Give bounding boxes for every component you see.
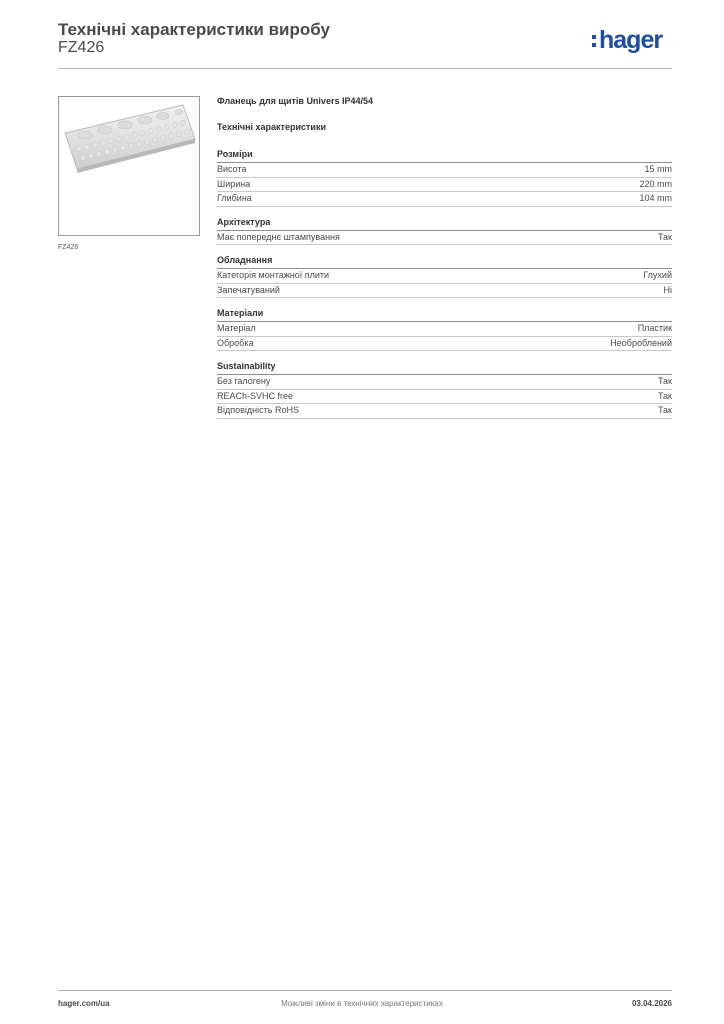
spec-value: Необроблений bbox=[610, 337, 672, 348]
spec-label: Ширина bbox=[217, 178, 251, 189]
spec-label: Категорія монтажної плити bbox=[217, 270, 330, 280]
spec-label: Запечатуваний bbox=[217, 284, 280, 295]
footer-note: Можливі зміни в технічних характеристиках bbox=[281, 999, 443, 1008]
section-equipment bbox=[217, 255, 672, 298]
spec-value: Так bbox=[657, 390, 672, 401]
spec-label: Висота bbox=[217, 164, 247, 174]
spec-value: 220 mm bbox=[639, 178, 672, 189]
spec-value: Глухий bbox=[643, 270, 672, 280]
footer-date: 03.04.2026 bbox=[631, 999, 672, 1008]
spec-label: Глибина bbox=[217, 193, 252, 203]
product-image bbox=[58, 96, 200, 236]
spec-row bbox=[217, 192, 672, 207]
spec-row bbox=[217, 231, 672, 246]
gland-plate-icon bbox=[59, 97, 199, 235]
spec-label: REACh-SVHC free bbox=[217, 390, 294, 401]
spec-row bbox=[217, 404, 672, 419]
product-name: Фланець для щитів Univers IP44/54 bbox=[217, 96, 373, 106]
spec-label: Без галогену bbox=[217, 376, 271, 386]
section-architecture bbox=[217, 217, 672, 246]
section-title: Архітектура bbox=[217, 217, 672, 231]
spec-value: 104 mm bbox=[639, 193, 672, 203]
logo-text: hager bbox=[599, 26, 663, 54]
specifications-panel bbox=[217, 92, 672, 429]
logo-dots-icon bbox=[592, 35, 596, 47]
hager-logo bbox=[592, 26, 662, 55]
section-title: Обладнання bbox=[217, 255, 672, 269]
spec-value: Так bbox=[657, 405, 672, 415]
spec-label: Має попереднє штампування bbox=[217, 231, 340, 242]
spec-row bbox=[217, 390, 672, 405]
page-title: Технічні характеристики виробу bbox=[58, 20, 330, 39]
section-materials bbox=[217, 308, 672, 351]
spec-row bbox=[217, 178, 672, 193]
spec-label: Матеріал bbox=[217, 323, 256, 333]
spec-value: 15 mm bbox=[644, 164, 672, 174]
spec-row bbox=[217, 322, 672, 337]
footer-website-link[interactable]: hager.com/ua bbox=[58, 999, 110, 1008]
spec-row bbox=[217, 269, 672, 284]
spec-row bbox=[217, 284, 672, 299]
spec-row bbox=[217, 163, 672, 178]
spec-value: Так bbox=[657, 231, 672, 242]
spec-label: Обробка bbox=[217, 337, 254, 348]
section-dimensions bbox=[217, 149, 672, 207]
image-caption: FZ426 bbox=[58, 244, 79, 251]
spec-row bbox=[217, 337, 672, 352]
spec-value: Так bbox=[657, 376, 672, 386]
section-title: Розміри bbox=[217, 149, 672, 163]
section-title: Матеріали bbox=[217, 308, 672, 322]
specs-heading: Технічні характеристики bbox=[217, 122, 326, 132]
section-sustainability bbox=[217, 361, 672, 419]
spec-value: Ні bbox=[663, 284, 672, 295]
spec-value: Пластик bbox=[637, 323, 672, 333]
section-title: Sustainability bbox=[217, 361, 672, 375]
spec-label: Відповідність RoHS bbox=[217, 405, 299, 415]
header-divider bbox=[58, 68, 672, 69]
spec-row bbox=[217, 375, 672, 390]
product-code: FZ426 bbox=[58, 39, 105, 56]
footer-divider bbox=[58, 990, 672, 991]
